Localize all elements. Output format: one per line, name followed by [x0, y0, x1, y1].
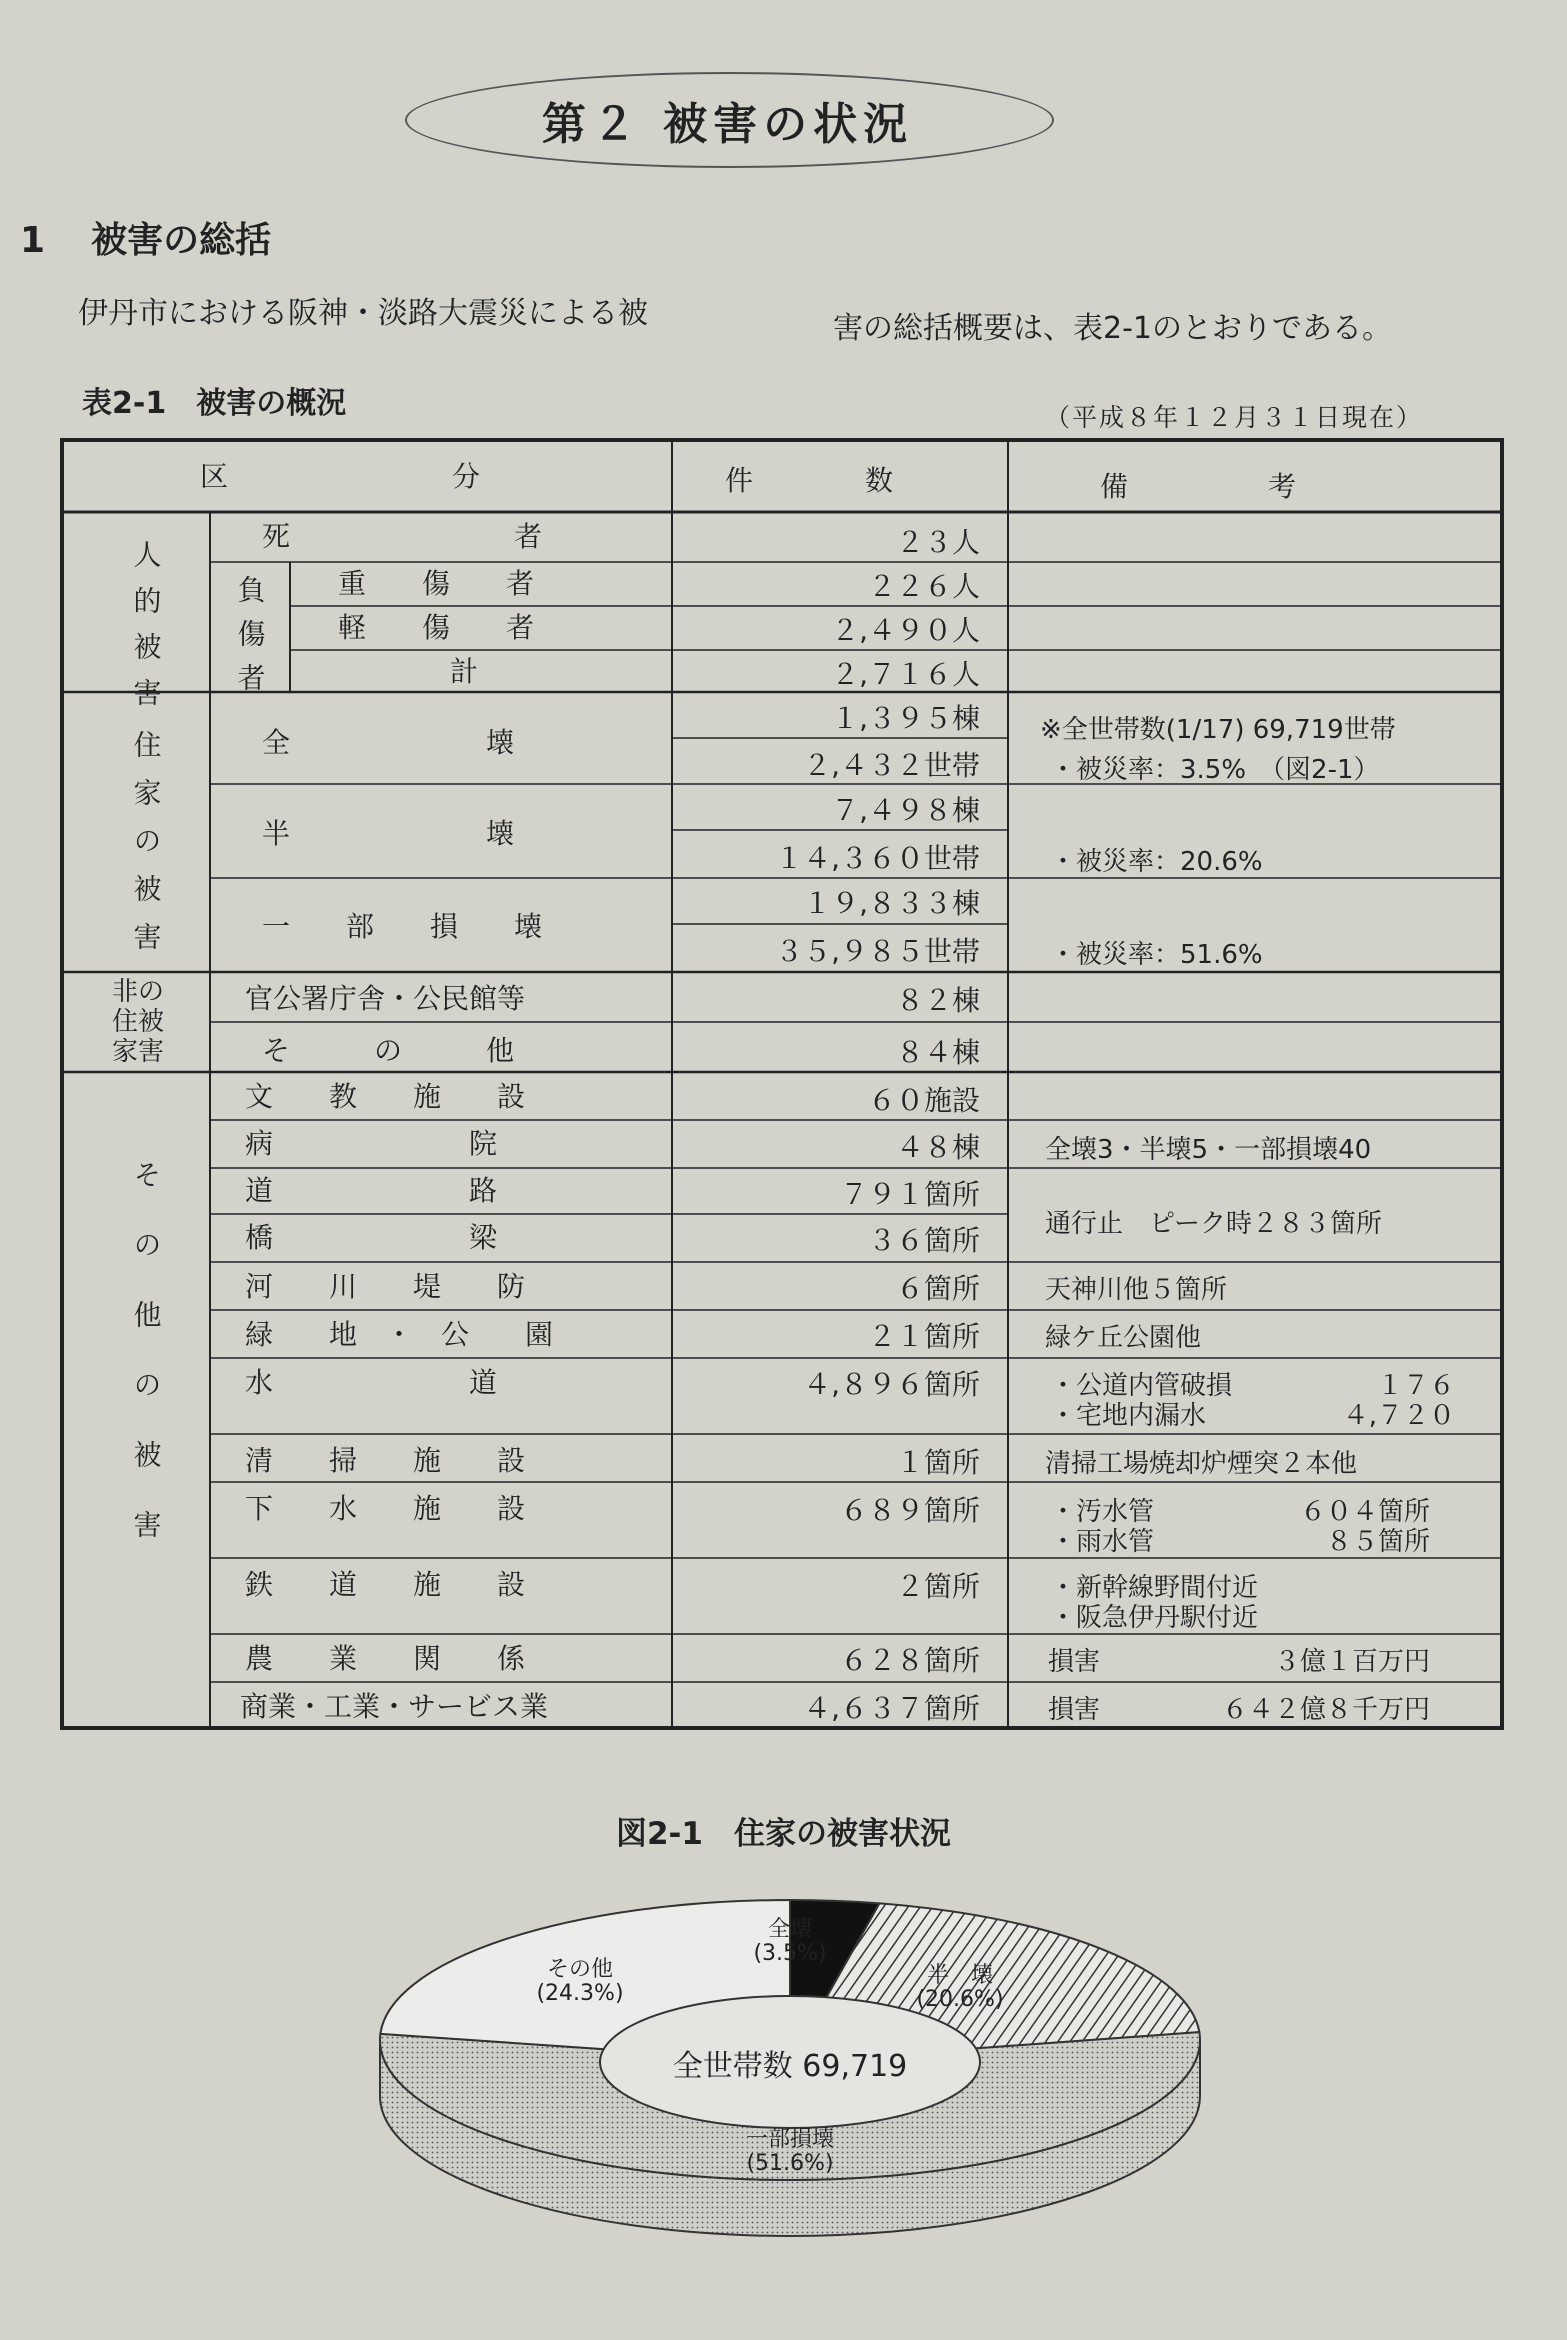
group-human-damage: 人的被害	[129, 540, 163, 724]
header-remarks: 備 考	[1100, 470, 1297, 503]
row-water-remark1-label: ・公道内管破損	[1050, 1371, 1233, 1401]
row-agri-label: 農 業 関 係	[245, 1642, 526, 1675]
row-half-destroyed-remark: ・被災率：20.6%	[1050, 847, 1263, 877]
row-road-count: ７９１箇所	[839, 1178, 980, 1211]
row-minor-count: ２,４９０人	[831, 614, 980, 647]
row-hospital-label: 病 院	[245, 1127, 498, 1160]
housing-damage-pie-chart	[0, 1860, 1567, 2240]
table-title: 表2-1 被害の概況	[82, 386, 347, 421]
section-title: 被害の総括	[91, 220, 272, 261]
pie-label-3: その他	[546, 1957, 614, 1982]
row-serious-count: ２２６人	[867, 570, 980, 603]
row-half-destroyed-label: 半 壊	[262, 817, 515, 850]
row-cleaning-remark: 清掃工場焼却炉煙突２本他	[1045, 1449, 1358, 1479]
pie-value-label-3: (24.3%)	[536, 1981, 624, 2006]
row-agri-remark-label: 損害	[1048, 1647, 1101, 1677]
row-park-remark: 緑ケ丘公園他	[1045, 1323, 1202, 1353]
row-sewer-remark1-value: ６０４箇所	[1299, 1497, 1430, 1527]
table-date: （平成８年１２月３１日現在）	[1045, 403, 1424, 432]
row-water-remark2-label: ・宅地内漏水	[1050, 1401, 1207, 1431]
row-water-label: 水 道	[245, 1366, 498, 1399]
row-full-destroyed-bldg: １,３９５棟	[831, 702, 980, 735]
group-nonhousing-damage: 非の住被家害	[112, 977, 165, 1067]
group-housing-damage: 住家の被害	[129, 730, 163, 970]
row-park-label: 緑 地 ・ 公 園	[245, 1318, 554, 1351]
row-road-label: 道 路	[245, 1174, 498, 1207]
row-cleaning-count: １箇所	[895, 1446, 980, 1479]
intro-text-part2: 害の総括概要は、表2-1のとおりである。	[833, 311, 1392, 346]
row-hospital-count: ４８棟	[895, 1131, 980, 1164]
pie-value-label-0: (3.5%)	[753, 1941, 827, 1966]
header-count: 件 数	[725, 464, 894, 497]
row-agri-count: ６２８箇所	[839, 1644, 980, 1677]
row-railway-count: ２箇所	[895, 1570, 980, 1603]
row-half-destroyed-hh: １４,３６０世帯	[775, 842, 980, 875]
row-cleaning-label: 清 掃 施 設	[245, 1444, 526, 1477]
row-bridge-count: ３６箇所	[867, 1224, 980, 1257]
row-dead-count: ２３人	[895, 526, 980, 559]
row-hospital-remark: 全壊3・半壊5・一部損壊40	[1045, 1135, 1372, 1165]
row-water-count: ４,８９６箇所	[803, 1368, 980, 1401]
header-category: 区 分	[200, 460, 481, 493]
pie-value-label-1: (20.6%)	[916, 1987, 1004, 2012]
row-minor-label: 軽 傷 者	[338, 611, 535, 644]
row-river-count: ６箇所	[895, 1272, 980, 1305]
row-sewer-label: 下 水 施 設	[245, 1492, 526, 1525]
row-railway-label: 鉄 道 施 設	[245, 1568, 526, 1601]
group-other-damage: その他の被害	[129, 1160, 163, 1580]
row-injured-total-count: ２,７１６人	[831, 658, 980, 691]
row-park-count: ２１箇所	[867, 1320, 980, 1353]
row-half-destroyed-bldg: ７,４９８棟	[831, 794, 980, 827]
pie-label-1: 半 壊	[926, 1963, 994, 1988]
row-river-remark: 天神川他５箇所	[1045, 1275, 1228, 1305]
section-number: 1	[20, 220, 46, 261]
row-sewer-count: ６８９箇所	[839, 1494, 980, 1527]
group-injured: 負傷者	[233, 575, 267, 707]
row-agri-remark-value: ３億１百万円	[1273, 1647, 1430, 1677]
row-commerce-remark-label: 損害	[1048, 1695, 1101, 1725]
row-full-destroyed-label: 全 壊	[262, 726, 515, 759]
row-public-bldg-count: ８２棟	[895, 984, 980, 1017]
row-sewer-remark1-label: ・汚水管	[1050, 1497, 1155, 1527]
row-partial-bldg: １９,８３３棟	[803, 887, 980, 920]
pie-value-label-2: (51.6%)	[746, 2151, 834, 2176]
row-partial-label: 一 部 損 壊	[262, 910, 543, 943]
figure-title: 図2-1 住家の被害状況	[615, 1816, 951, 1852]
row-water-remark1-value: １７６	[1376, 1371, 1455, 1401]
pie-center-label: 全世帯数 69,719	[672, 2049, 908, 2084]
row-railway-remark2: ・阪急伊丹駅付近	[1050, 1603, 1259, 1633]
pie-label-0: 全壊	[767, 1917, 813, 1942]
row-water-remark2-value: ４,７２０	[1342, 1401, 1455, 1431]
row-education-count: ６０施設	[867, 1084, 980, 1117]
row-bridge-label: 橋 梁	[245, 1221, 498, 1254]
chapter-title: 第２ 被害の状況	[541, 99, 914, 150]
row-injured-total-label: 計	[450, 655, 479, 688]
row-partial-remark: ・被災率：51.6%	[1050, 940, 1263, 970]
row-serious-label: 重 傷 者	[338, 567, 535, 600]
row-partial-hh: ３５,９８５世帯	[775, 935, 980, 968]
row-railway-remark1: ・新幹線野間付近	[1050, 1573, 1259, 1603]
row-commerce-label: 商業・工業・サービス業	[240, 1690, 549, 1723]
row-public-bldg-label: 官公署庁舎・公民館等	[245, 982, 526, 1015]
row-sewer-remark2-label: ・雨水管	[1050, 1527, 1155, 1557]
intro-text-part1: 伊丹市における阪神・淡路大震災による被	[78, 296, 648, 331]
row-full-destroyed-remark2: ・被災率：3.5% （図2-1）	[1050, 755, 1380, 785]
row-dead-label: 死 者	[262, 520, 543, 553]
row-full-destroyed-remark1: ※全世帯数(1/17) 69,719世帯	[1040, 715, 1396, 745]
row-other-bldg-label: そ の 他	[262, 1034, 515, 1067]
row-sewer-remark2-value: ８５箇所	[1325, 1527, 1430, 1557]
row-other-bldg-count: ８４棟	[895, 1036, 980, 1069]
row-river-label: 河 川 堤 防	[245, 1270, 526, 1303]
row-commerce-count: ４,６３７箇所	[803, 1692, 980, 1725]
row-education-label: 文 教 施 設	[245, 1080, 526, 1113]
row-commerce-remark-value: ６４２億８千万円	[1221, 1695, 1430, 1725]
pie-label-2: 一部損壊	[745, 2127, 835, 2152]
row-road-bridge-remark: 通行止 ピーク時２８３箇所	[1045, 1209, 1382, 1239]
row-full-destroyed-hh: ２,４３２世帯	[803, 749, 980, 782]
